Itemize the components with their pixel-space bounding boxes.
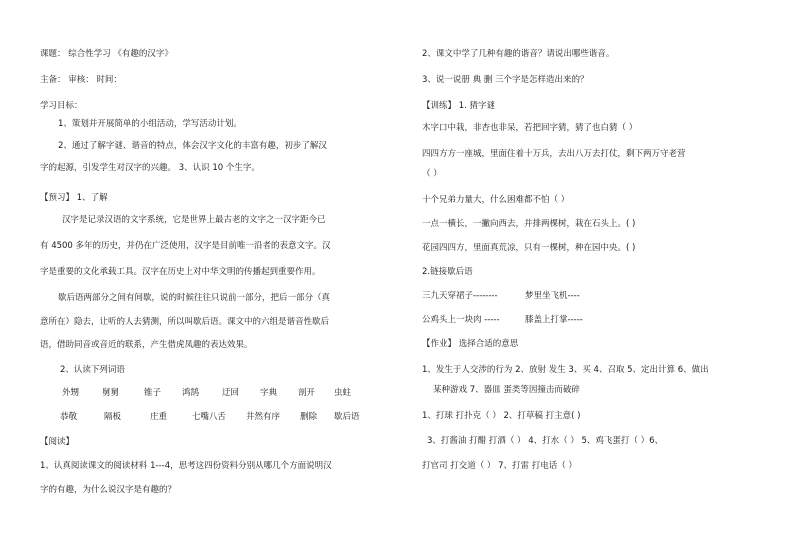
riddle-4: 一点一横长，一撇向西去，并排两棵树，栽在石头上。( ) — [422, 219, 636, 229]
word: 锥子 — [144, 388, 162, 398]
homework-item-6-7: 打官司 打交道（ ） 7、打雷 打电话（ ） — [422, 461, 577, 471]
word: 庄重 — [150, 412, 168, 422]
question-3: 3、说一说册 典 删 三个字是怎样造出来的？ — [422, 75, 589, 85]
xiehouyu-1a: 三九天穿裙子-------- — [422, 291, 498, 301]
riddle-1: 木字口中栽，非杏也非呆，若把回字猜，猜了也白猜（ ） — [422, 123, 638, 133]
question-2: 2、课文中学了几种有趣的谐音？请说出哪些谐音。 — [422, 49, 615, 59]
homework-heading: 【作业】 选择合适的意思 — [422, 339, 519, 349]
para-2-line-3: 语，借助同音或音近的联系，产生借虎凤趣的表达效果。 — [40, 340, 253, 350]
word: 删除 — [300, 412, 318, 422]
para-1-line-1: 汉字是记录汉语的文字系统，它是世界上最古老的文字之一汉字距今已 — [62, 215, 326, 225]
riddle-3: 十个兄弟力量大，什么困难都不怕（ ） — [422, 195, 570, 205]
training-heading: 【训练】 1. 猜字谜 — [422, 101, 496, 111]
word: 虫蛀 — [334, 388, 352, 398]
goal-2-cont: 字的起源，引发学生对汉字的兴趣。 3、认识 10 个生字。 — [40, 163, 260, 173]
para-2-line-1: 歇后语两部分之间有间歇，说的时候往往只说前一部分，把后一部分（真 — [58, 293, 331, 303]
goal-2: 2、通过了解字谜、谐音的特点，体会汉字文化的丰富有趣，初步了解汉 — [58, 141, 327, 151]
word: 七嘴八舌 — [192, 412, 227, 422]
words-title: 2、认读下列词语 — [60, 365, 125, 375]
xiehouyu-2b: 膝盖上打掌----- — [525, 315, 583, 325]
riddle-5: 花园四四方，里面真荒凉，只有一棵树，种在园中央。( ) — [422, 243, 636, 253]
xiehouyu-2a: 公鸡头上一块肉 ----- — [422, 315, 500, 325]
topic-line: 课题： 综合性学习 《有趣的汉字》 — [40, 49, 173, 59]
reading-heading: 【阅读】 — [40, 437, 75, 447]
goals-title: 学习目标： — [40, 101, 83, 111]
preparer-line: 主备： 审核： 时间： — [40, 75, 122, 85]
word: 歇后语 — [334, 412, 360, 422]
xiehouyu-1b: 梦里坐飞机---- — [525, 291, 580, 301]
riddle-2: 四四方方一座城，里面住着十万兵，去出八万去打仗，剩下两万守老营 — [422, 149, 686, 159]
homework-options-cont: 某种游戏 7、器皿 蛋类等因撞击而破碎 — [433, 385, 580, 395]
goal-1: 1、策划并开展简单的小组活动，学写活动计划。 — [58, 119, 242, 129]
para-1-line-2: 有 4500 多年的历史，并仍在广泛使用，汉字是目前唯一沿者的表意文字。汉 — [40, 241, 331, 251]
word: 井然有序 — [246, 412, 281, 422]
word: 鸿鹄 — [182, 388, 200, 398]
word: 隔板 — [104, 412, 122, 422]
homework-item-3-6: 3、打酱油 打醋 打酒（ ） 4、打水（ ） 5、鸡飞蛋打（ ）6、 — [427, 436, 664, 446]
homework-item-1-2: 1、打球 打扑克（ ） 2、打草稿 打主意( ) — [422, 411, 581, 421]
para-2-line-2: 意所在）隐去，让听的人去猜测，所以叫歇后语。课文中的六组是谐音性歇后 — [40, 317, 330, 327]
xiehouyu-heading: 2.链接歇后语 — [422, 267, 473, 277]
word: 恭敬 — [60, 412, 78, 422]
preview-heading: 【预习】 1、了解 — [40, 193, 108, 203]
word: 舅舅 — [102, 388, 120, 398]
reading-q1-line-2: 字的有趣，为什么说汉字是有趣的？ — [40, 485, 177, 495]
word: 外甥 — [62, 388, 80, 398]
riddle-2-answer: （ ） — [422, 169, 442, 179]
word: 剖开 — [298, 388, 316, 398]
word: 字典 — [260, 388, 278, 398]
homework-options: 1、发生于人交涉的行为 2、放射 发生 3、买 4、召取 5、定出计算 6、做出 — [422, 365, 709, 375]
reading-q1-line-1: 1、认真阅读课文的阅读材料 1---4，思考这四份资料分别从哪几个方面说明汉 — [40, 461, 332, 471]
para-1-line-3: 字是重要的文化承载工具。汉字在历史上对中华文明的传播起到重要作用。 — [40, 267, 321, 277]
word: 迂回 — [222, 388, 240, 398]
